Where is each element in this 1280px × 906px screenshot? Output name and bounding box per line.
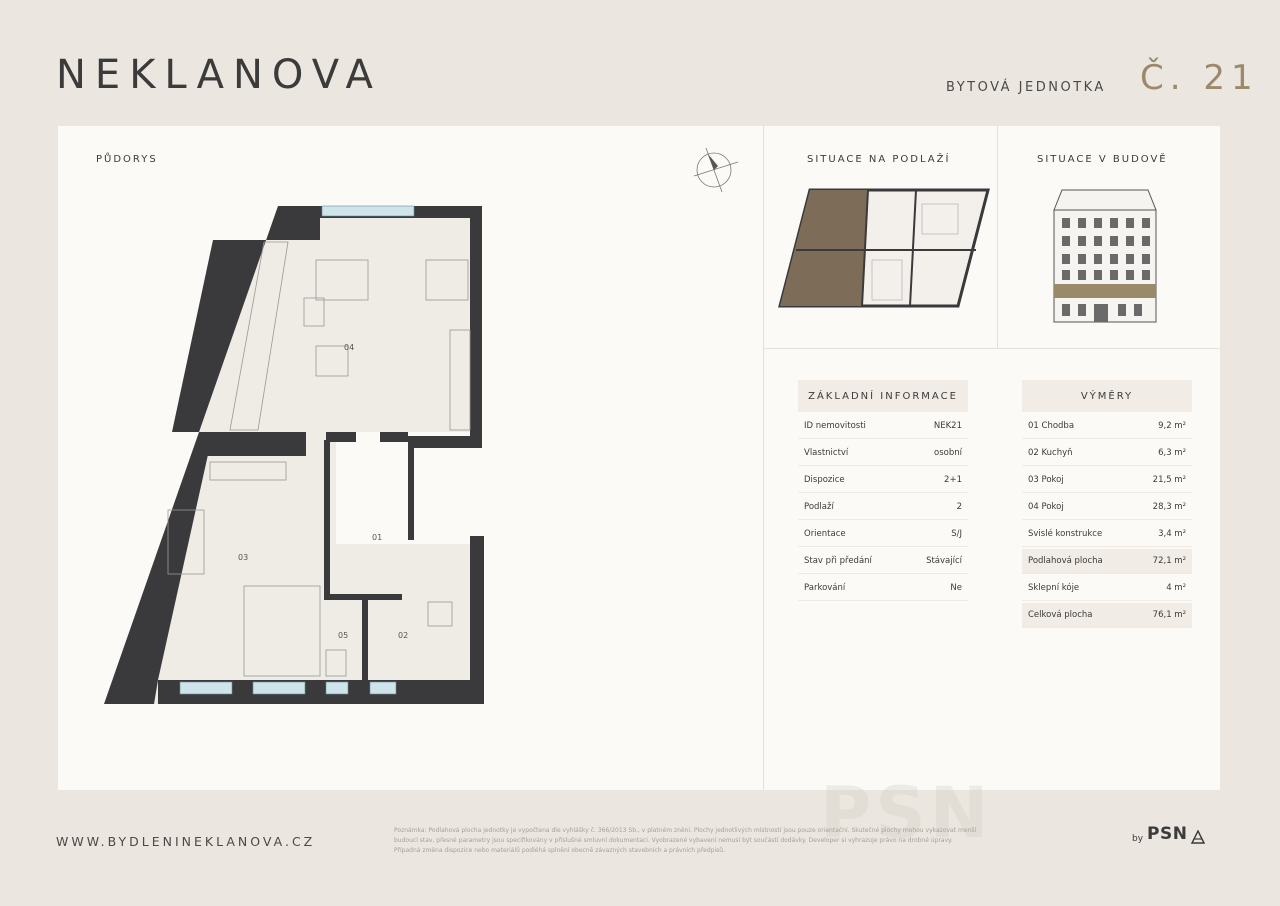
website-link[interactable]: WWW.BYDLENINEKLANOVA.CZ (56, 834, 316, 849)
areas-table (1022, 380, 1192, 628)
basic-info-title: ZÁKLADNÍ INFORMACE (798, 380, 968, 412)
table-row (798, 522, 968, 547)
divider (763, 126, 764, 790)
table-row (1022, 495, 1192, 520)
floor-situation-title: SITUACE NA PODLAŽÍ (807, 154, 951, 165)
row-value: Ne (950, 583, 962, 593)
floor-situation-map (776, 184, 990, 310)
row-label: Vlastnictví (804, 448, 849, 458)
row-label: Stav při předání (804, 556, 872, 566)
table-row (1022, 522, 1192, 547)
room-label: 04 (344, 343, 355, 352)
row-label: Celková plocha (1028, 610, 1093, 620)
row-value: 6,3 m² (1158, 448, 1186, 458)
row-label: Svislé konstrukce (1028, 529, 1103, 539)
psn-logo-icon (1191, 830, 1205, 844)
floorplan-title: PŮDORYS (96, 154, 158, 165)
row-label: Podlaží (804, 502, 834, 512)
table-row (798, 495, 968, 520)
row-value: 72,1 m² (1152, 556, 1186, 566)
row-label: ID nemovitosti (804, 421, 866, 431)
row-label: 04 Pokoj (1028, 502, 1064, 512)
table-row (1022, 603, 1192, 628)
row-value: S/J (951, 529, 962, 539)
footnote-line: budoucí stav, přesné parametry jsou specifikovány v příslušné smluvní dokumentaci. Vyobrazené vybavení nemusí být součástí dodávky. Developer si vyhrazuje právo na drobné úpravy. (394, 837, 953, 844)
table-row (798, 414, 968, 439)
psn-watermark: PSN (820, 772, 993, 854)
room-label: 03 (238, 553, 249, 562)
row-value: NEK21 (933, 421, 962, 431)
main-panel (58, 126, 1220, 790)
table-row (1022, 441, 1192, 466)
table-row (1022, 468, 1192, 493)
footnote-line: Poznámka: Podlahová plocha jednotky je vypočtena dle vyhlášky č. 366/2013 Sb., v platném znění. Plochy jednotlivých místností jsou pouze orientační. Skutečné plochy mohou vykazovat menší (394, 827, 977, 834)
row-label: Podlahová plocha (1028, 556, 1103, 566)
row-value: 3,4 m² (1158, 529, 1186, 539)
building-situation-drawing (1048, 184, 1162, 324)
row-value: 76,1 m² (1152, 610, 1186, 620)
row-value: 28,3 m² (1152, 502, 1186, 512)
row-value: 4 m² (1166, 583, 1186, 593)
psn-logo-text: PSN (1147, 824, 1188, 844)
basic-info-table (798, 380, 968, 601)
row-label: 02 Kuchyň (1028, 448, 1073, 458)
row-label: Sklepní kóje (1028, 583, 1080, 593)
room-label: 02 (398, 631, 409, 640)
table-row (1022, 576, 1192, 601)
unit-label: BYTOVÁ JEDNOTKA (946, 80, 1106, 95)
floor-plan (98, 200, 498, 720)
row-value: Stávající (926, 556, 962, 566)
divider (997, 126, 998, 348)
row-value: 21,5 m² (1152, 475, 1186, 485)
by-label: by (1132, 834, 1144, 844)
row-value: osobní (934, 448, 962, 458)
row-label: 01 Chodba (1028, 421, 1075, 431)
row-label: Parkování (804, 583, 846, 593)
building-situation-title: SITUACE V BUDOVĚ (1037, 154, 1168, 165)
footnote-line: Případná změna dispozice nebo materiálů podléhá splnění obecně závazných stavebních a právních předpisů. (394, 847, 725, 854)
row-value: 9,2 m² (1158, 421, 1186, 431)
row-value: 2+1 (944, 475, 962, 485)
table-row (798, 441, 968, 466)
room-label: 05 (338, 631, 349, 640)
footnote (394, 826, 1074, 856)
table-row (798, 549, 968, 574)
brand-title: NEKLANOVA (56, 52, 382, 98)
unit-number: Č. 21 (1140, 58, 1259, 98)
row-label: Orientace (804, 529, 846, 539)
table-row (1022, 414, 1192, 439)
psn-logo (1132, 824, 1205, 844)
areas-title: VÝMĚRY (1022, 380, 1192, 412)
compass-icon (688, 144, 744, 194)
row-value: 2 (956, 502, 962, 512)
table-row (798, 576, 968, 601)
divider (763, 348, 1220, 349)
table-row (1022, 549, 1192, 574)
room-label: 01 (372, 533, 383, 542)
row-label: Dispozice (804, 475, 845, 485)
row-label: 03 Pokoj (1028, 475, 1064, 485)
table-row (798, 468, 968, 493)
